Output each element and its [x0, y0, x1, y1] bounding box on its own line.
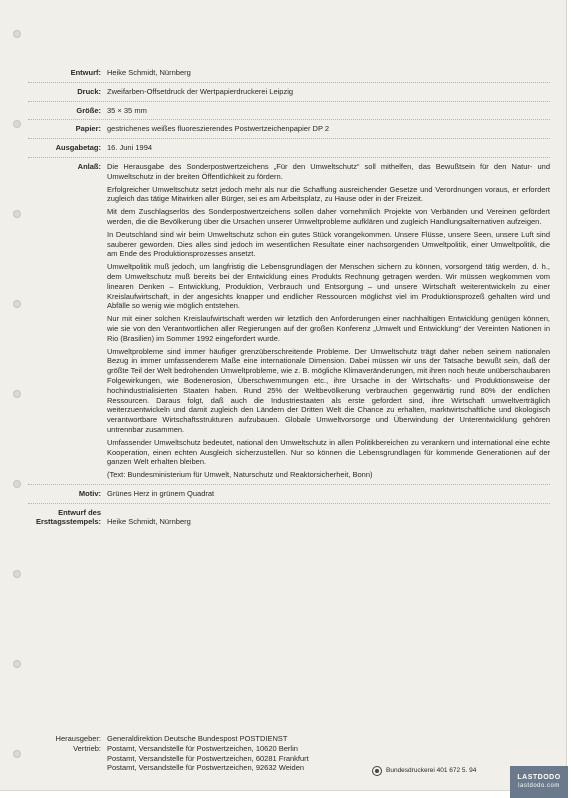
- field-value: 16. Juni 1994: [107, 143, 153, 153]
- field-label: Papier:: [75, 124, 101, 134]
- paragraph: Erfolgreicher Umweltschutz setzt jedoch mehr als nur die Schaffung ausreichender Gesetze und Verordnungen voraus, er erfordert zugleich das tätige Mitwirken aller Bürger, sei es am Arbeitsplatz, zu Hause oder in der Freizeit.: [107, 184, 550, 204]
- punch-hole: [13, 210, 21, 218]
- field-label: [28, 508, 107, 528]
- field-value: gestrichenes weißes fluoreszierendes Postwertzeichenpapier DP 2: [107, 124, 330, 134]
- field-motiv: [28, 489, 550, 499]
- footer-value: [107, 744, 550, 773]
- address-line: Postamt, Versandstelle für Postwertzeichen, 92632 Weiden: [107, 763, 305, 773]
- footer-herausgeber: [28, 734, 550, 744]
- divider: [28, 119, 550, 121]
- footer-label: Herausgeber:: [55, 734, 101, 743]
- paragraph: Umfassender Umweltschutz bedeutet, national den Umweltschutz in allen Politikbereichen zu verankern und international eine echte Kooperation, einen echten Ausgleich sicherzustellen. Nur so können die Lebensgrundlagen für kommende Generationen auf der ganzen Welt erhalten bleiben.: [107, 437, 550, 467]
- paragraph: In Deutschland sind wir beim Umweltschutz schon ein gutes Stück vorangekommen. Unsere Flüsse, unsere Seen, unsere Luft sind sauberer geworden. Dies alles sind jedoch im wesentlichen Resultate einer nachsorgenden Umweltpolitik, einer Umweltpolitik, die am Ende des Produktionsprozesses ansetzt.: [107, 229, 550, 259]
- field-groesse: [28, 106, 550, 116]
- text-source: (Text: Bundesministerium für Umwelt, Naturschutz und Reaktorsicherheit, Bonn): [107, 470, 373, 480]
- divider: [28, 484, 550, 486]
- field-value: Zweifarben-Offsetdruck der Wertpapierdruckerei Leipzig: [107, 86, 294, 96]
- punch-hole: [13, 390, 21, 398]
- punch-hole: [13, 660, 21, 668]
- divider: [28, 138, 550, 140]
- divider: [28, 82, 550, 84]
- field-label: Ausgabetag:: [55, 143, 101, 153]
- field-druck: [28, 87, 550, 97]
- field-value: Heike Schmidt, Nürnberg: [107, 68, 191, 77]
- field-label: Größe:: [76, 105, 101, 115]
- stamp-info-sheet: [28, 68, 550, 527]
- field-label-line: Ersttagsstempels:: [35, 517, 101, 527]
- paragraph: Umweltprobleme sind immer häufiger grenzüberschreitende Probleme. Der Umweltschutz trägt daher neben seinem nationalen Bezug in immer umfassenderem Maße eine internationale Dimension. Dabei müssen wir uns der Tatsache bewußt sein, daß der größte Teil der Welt bedrohenden Umweltprobleme, wie z. B. mögliche Klimaveränderungen, mit ihren noch heute unüberschaubaren Folgewirkungen, wie Bodenerosion, Überschwemmungen etc., ihre Ursache in der Wirtschafts- und Produktionsweise der hochindustrialisierten Staaten haben. Rund 25% der Weltbevölkerung verbrauchen gegenwärtig rund 80% der endlichen Ressourcen. Daraus folgt, daß auch die Industriestaaten als erste gefordert sind, ihre Wirtschaft umweltverträglich weiterzuentwickeln und damit zugleich den Ländern der Dritten Welt die Chance zu erhalten, marktwirtschaftliche und ökologisch verantwortbare Wirtschaftsstrukturen aufzubauen. Globale Umweltvorsorge und Überwindung der Unterentwicklung gehören untrennbar zusammen.: [107, 346, 550, 434]
- field-label: Druck:: [77, 86, 101, 96]
- field-value: Grünes Herz in grünem Quadrat: [107, 488, 215, 498]
- footer-value: Generaldirektion Deutsche Bundespost POSTDIENST: [107, 734, 288, 743]
- printer-imprint: [372, 766, 476, 776]
- punch-hole: [13, 300, 21, 308]
- divider: [28, 503, 550, 505]
- address-line: Postamt, Versandstelle für Postwertzeichen, 10620 Berlin: [107, 743, 298, 753]
- field-anlass: [28, 162, 550, 480]
- watermark-line: lastdodo.com: [518, 783, 560, 789]
- punch-hole: [13, 570, 21, 578]
- paragraph: Umweltpolitik muß jedoch, um langfristig die Lebensgrundlagen der Menschen sichern zu können, vorsorgend tätig werden, d. h., dem Umweltschutz muß bereits bei der Entwicklung eines Produkts Rechnung getragen werden. Wir müssen wegkommen vom linearen Denken – Entwicklung, Produktion, Verbrauch und Entsorgung – und unsere Wirtschaft weiterentwickeln zu einer Kreislaufwirtschaft, in der angesichts knapper und endlicher Ressourcen möglichst viel im Produktionsprozeß gehalten wird und Abfälle so wenig wie möglich entstehen.: [107, 262, 550, 311]
- field-value: 35 × 35 mm: [107, 105, 147, 115]
- footer-label: Vertrieb:: [73, 743, 101, 753]
- punch-hole: [13, 750, 21, 758]
- field-label: Entwurf:: [70, 68, 101, 77]
- field-papier: [28, 124, 550, 134]
- field-value: Heike Schmidt, Nürnberg: [107, 517, 191, 527]
- printer-text: Bundesdruckerei 401 672 5. 94: [386, 767, 477, 774]
- bundesdruckerei-logo-icon: [372, 766, 382, 776]
- field-entwurf: [28, 68, 550, 78]
- divider: [28, 101, 550, 103]
- watermark-badge: [510, 766, 568, 798]
- punch-hole: [13, 120, 21, 128]
- punch-hole: [13, 30, 21, 38]
- field-ausgabetag: [28, 143, 550, 153]
- field-label: Motiv:: [78, 488, 101, 498]
- paragraph: Die Herausgabe des Sonderpostwertzeichens „Für den Umweltschutz“ soll mithelfen, das Bewußtsein für den Natur- und Umweltschutz in der breiten Öffentlichkeit zu fördern.: [107, 161, 550, 181]
- anlass-text: [107, 162, 550, 480]
- divider: [28, 157, 550, 159]
- paragraph: Mit dem Zuschlagserlös des Sonderpostwertzeichens sollen daher vornehmlich Projekte von Verbänden und Vereinen gefördert werden, die die Bevölkerung über die Ursachen unserer Umweltprobleme aufklären und zugleich Handlungsalternativen aufzeigen.: [107, 207, 550, 226]
- field-label-line: Entwurf des: [58, 507, 101, 517]
- field-ersttagsstempel: [28, 508, 550, 528]
- watermark-line: LASTDODO: [517, 774, 561, 781]
- paragraph: Nur mit einer solchen Kreislaufwirtschaft werden wir letztlich den Anforderungen einer nachhaltigen Entwicklung genügen können, wie sie von den Verantwortlichen aller Regierungen auf der großen Konferenz „Umwelt und Entwicklung“ der Vereinten Nationen in Rio (Brasilien) im Sommer 1992 eingefordert wurde.: [107, 314, 550, 343]
- binding-holes: [13, 30, 21, 760]
- address-line: Postamt, Versandstelle für Postwertzeichen, 60281 Frankfurt: [107, 753, 309, 763]
- punch-hole: [13, 480, 21, 488]
- field-label: Anlaß:: [77, 161, 101, 171]
